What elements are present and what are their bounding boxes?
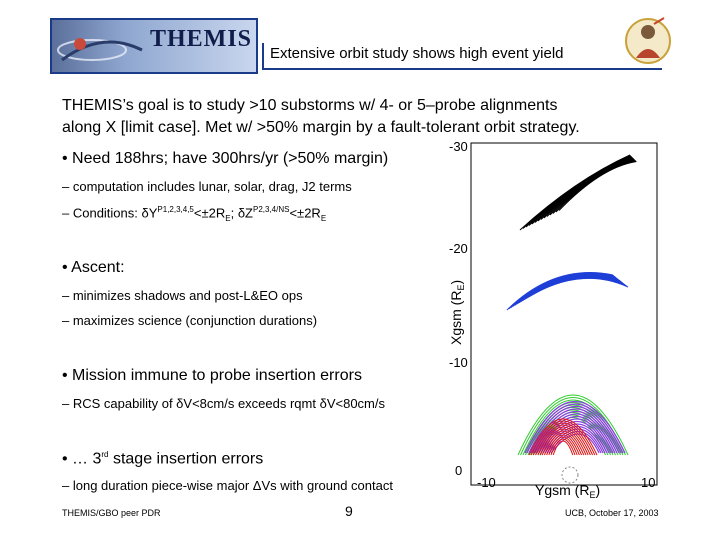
conditions-mid-1: <±2R xyxy=(193,205,226,221)
conditions-mid-2: ; δZ xyxy=(230,205,253,221)
sub-conditions xyxy=(62,205,326,223)
y-tick-0: 0 xyxy=(455,463,463,478)
orbit-plot xyxy=(425,135,665,530)
page-number: 9 xyxy=(345,503,353,519)
header-divider-vertical xyxy=(262,43,264,70)
orbit-black-trace xyxy=(553,161,636,214)
earth-marker xyxy=(562,467,578,483)
bullet-third-stage xyxy=(62,450,263,468)
y-tick-neg20: -20 xyxy=(449,241,468,256)
sub-science: – maximizes science (conjunction durations) xyxy=(62,313,318,328)
footer-right-text: UCB, October 17, 2003 xyxy=(565,508,659,518)
goal-line-2: along X [limit case]. Met w/ >50% margin by a fault-tolerant orbit strategy. xyxy=(62,119,580,136)
x-tick-10: 10 xyxy=(641,475,656,490)
x-axis-label-sub: E xyxy=(589,490,596,500)
themis-mission-emblem-icon xyxy=(624,14,672,68)
bullet-ascent: • Ascent: xyxy=(62,259,125,276)
slide-title: Extensive orbit study shows high event yield xyxy=(270,45,564,62)
bullet-need: • Need 188hrs; have 300hrs/yr (>50% margin) xyxy=(62,150,389,167)
goal-line-1: THEMIS’s goal is to study >10 substorms w/ 4- or 5–probe alignments xyxy=(62,97,558,114)
orbit-traces xyxy=(507,155,637,455)
logo-text: THEMIS xyxy=(150,26,253,52)
conditions-mid-3: <±2R xyxy=(289,205,321,221)
x-tick-neg10: -10 xyxy=(477,475,496,490)
conditions-sub-1: E xyxy=(225,213,231,223)
sub-long-duration: – long duration piece-wise major ΔVs with ground contact xyxy=(62,478,393,493)
orbit-black-trace xyxy=(559,162,637,211)
y-axis-label-sub: E xyxy=(456,284,466,291)
third-sup: rd xyxy=(101,450,109,459)
conditions-sup-1: P1,2,3,4,5 xyxy=(157,205,194,214)
conditions-sub-2: E xyxy=(320,213,327,223)
third-suffix: stage insertion errors xyxy=(108,450,264,468)
third-prefix: • … 3 xyxy=(62,450,102,468)
x-axis-label-main: Ygsm (R xyxy=(535,482,590,498)
footer-left-text: THEMIS/GBO peer PDR xyxy=(62,508,161,518)
goal-statement xyxy=(62,95,662,139)
orbit-black-trace xyxy=(556,161,636,212)
sub-computation: – computation includes lunar, solar, drag, J2 terms xyxy=(62,179,352,194)
themis-logo xyxy=(50,18,258,74)
y-axis-label-main: Xgsm (R xyxy=(448,290,464,345)
sub-shadows: – minimizes shadows and post-L&EO ops xyxy=(62,288,303,303)
y-axis-label xyxy=(448,280,466,345)
y-axis-label-close: ) xyxy=(448,279,464,285)
y-tick-neg30: -30 xyxy=(449,139,468,154)
y-tick-neg10: -10 xyxy=(449,355,468,370)
orbit-red-trace xyxy=(553,441,573,455)
x-axis-label-close: ) xyxy=(595,482,601,498)
conditions-prefix: – Conditions: δY xyxy=(62,205,158,221)
header-divider xyxy=(262,68,662,70)
sub-rcs: – RCS capability of δV<8cm/s exceeds rqmt δV<80cm/s xyxy=(62,396,385,411)
conditions-sup-2: P2,3,4/NS xyxy=(253,205,290,214)
bullet-mission: • Mission immune to probe insertion errors xyxy=(62,367,362,384)
